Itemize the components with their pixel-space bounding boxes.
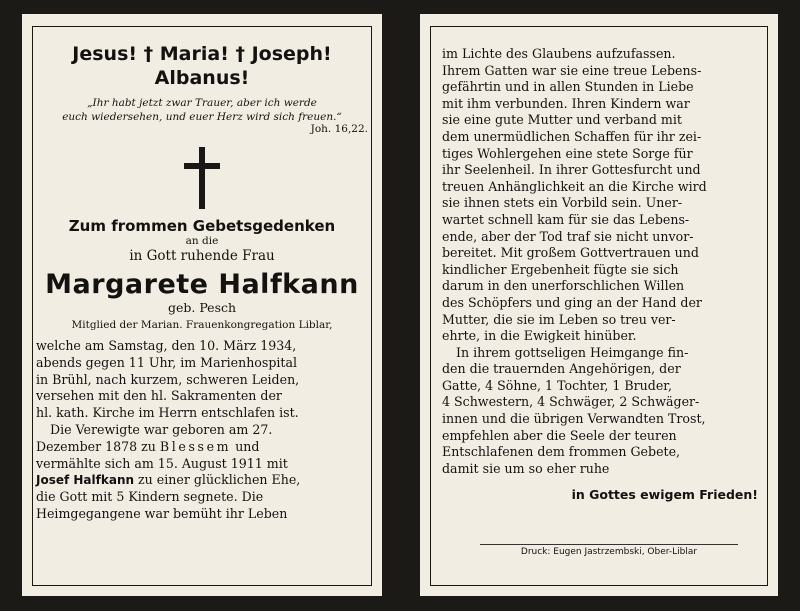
right-line: damit sie um so eher ruhe: [442, 460, 610, 476]
right-line: mit ihm verbunden. Ihren Kindern war: [442, 95, 690, 111]
para1-line: versehen mit den hl. Sakramenten der: [36, 388, 282, 404]
right-line: dem unermüdlichen Schaffen für ihr zei-: [442, 128, 702, 144]
right-line: sie eine gute Mutter und verband mit: [442, 112, 682, 128]
para1-line: hl. kath. Kirche im Herrn entschlafen ist.: [36, 405, 299, 421]
right-line: innen und die übrigen Verwandten Trost,: [442, 411, 706, 427]
an-die-line: an die: [185, 235, 219, 247]
right-line: im Lichte des Glaubens aufzufassen.: [442, 46, 676, 61]
right-line: den die trauernden Angehörigen, der: [442, 361, 681, 377]
left-card-panel: [22, 14, 382, 596]
quote-line-1: „Ihr habt jetzt zwar Trauer, aber ich werde: [87, 97, 317, 109]
right-line: sie ihnen stets ein Vorbild sein. Uner-: [442, 195, 683, 211]
right-line: In ihrem gottseligen Heimgange fin-: [456, 344, 689, 360]
right-line: ehrte, in die Ewigkeit hinüber.: [442, 328, 637, 344]
deceased-name: Margarete Halfkann: [45, 269, 359, 300]
heading-line-2: Albanus!: [154, 67, 250, 89]
right-line: ende, aber der Tod traf sie nicht unvor-: [442, 228, 694, 244]
membership-line: Mitglied der Marian. Frauenkongregation Liblar,: [71, 319, 333, 331]
right-line: Entschlafenen dem frommen Gebete,: [442, 444, 681, 460]
right-line: darum in den unerforschlichen Willen: [442, 278, 685, 294]
quote-reference: Joh. 16,22.: [310, 123, 368, 135]
right-line: ihr Seelenheil. In ihrer Gottesfurcht und: [442, 162, 701, 178]
right-line: kindlicher Ergebenheit fügte sie sich: [442, 261, 679, 277]
para2-text: und: [231, 438, 260, 454]
printer-credit: Druck: Eugen Jastrzembski, Ober-Liblar: [480, 544, 738, 557]
para1-line: welche am Samstag, den 10. März 1934,: [36, 338, 297, 353]
right-line: 4 Schwestern, 4 Schwäger, 2 Schwäger-: [442, 394, 700, 410]
left-body-text: [36, 338, 368, 523]
quote-line-2: euch wiedersehen, und euer Herz wird sich freuen.“: [62, 111, 342, 123]
right-line: Ihrem Gatten war sie eine treue Lebens-: [442, 62, 702, 78]
husband-name: Josef Halfkann: [36, 473, 135, 488]
right-line: treuen Anhänglichkeit an die Kirche wird: [442, 178, 707, 194]
birth-name: geb. Pesch: [167, 300, 237, 315]
right-line: bereitet. Mit großem Gottvertrauen und: [442, 245, 699, 261]
right-line: Gatte, 4 Söhne, 1 Tochter, 1 Bruder,: [442, 377, 672, 393]
para2-line: [36, 472, 368, 489]
bible-quote: [36, 96, 368, 124]
para2-line: die Gott mit 5 Kindern segnete. Die: [36, 489, 264, 505]
right-line: wartet schnell kam für sie das Lebens-: [442, 211, 690, 227]
para2-line: Die Verewigte war geboren am 27.: [50, 421, 273, 437]
left-card-content: [36, 28, 368, 523]
para2-line: vermählte sich am 15. August 1911 mit: [36, 455, 288, 471]
right-line: empfehlen aber die Seele der teuren: [442, 427, 677, 443]
memorial-title: Zum frommen Gebetsgedenken: [68, 217, 336, 235]
right-line: tiges Wohlergehen eine stete Sorge für: [442, 145, 693, 161]
right-line: gefährtin und in allen Stunden in Liebe: [442, 79, 694, 95]
right-card-panel: [420, 14, 778, 596]
right-body-text: [442, 46, 758, 477]
birthplace: Blessem: [159, 438, 232, 454]
in-gott-line: in Gott ruhende Frau: [129, 248, 275, 264]
para1-line: abends gegen 11 Uhr, im Marienhospital: [36, 354, 298, 370]
para2-line: Heimgegangene war bemüht ihr Leben: [36, 505, 288, 521]
cross-icon: [36, 145, 368, 213]
para2-text: zu einer glücklichen Ehe,: [134, 472, 301, 488]
para2-text: Dezember 1878 zu: [36, 438, 160, 454]
closing-phrase: in Gottes ewigem Frieden!: [571, 487, 758, 503]
right-card-content: [442, 46, 758, 502]
right-line: des Schöpfers und ging an der Hand der: [442, 294, 702, 310]
heading-line-1: Jesus! † Maria! † Joseph!: [72, 43, 332, 65]
para2-line: [36, 439, 368, 456]
right-line: Mutter, die sie im Leben so treu ver-: [442, 311, 676, 327]
heading-holy-names: [36, 42, 368, 90]
para1-line: in Brühl, nach kurzem, schweren Leiden,: [36, 371, 300, 387]
